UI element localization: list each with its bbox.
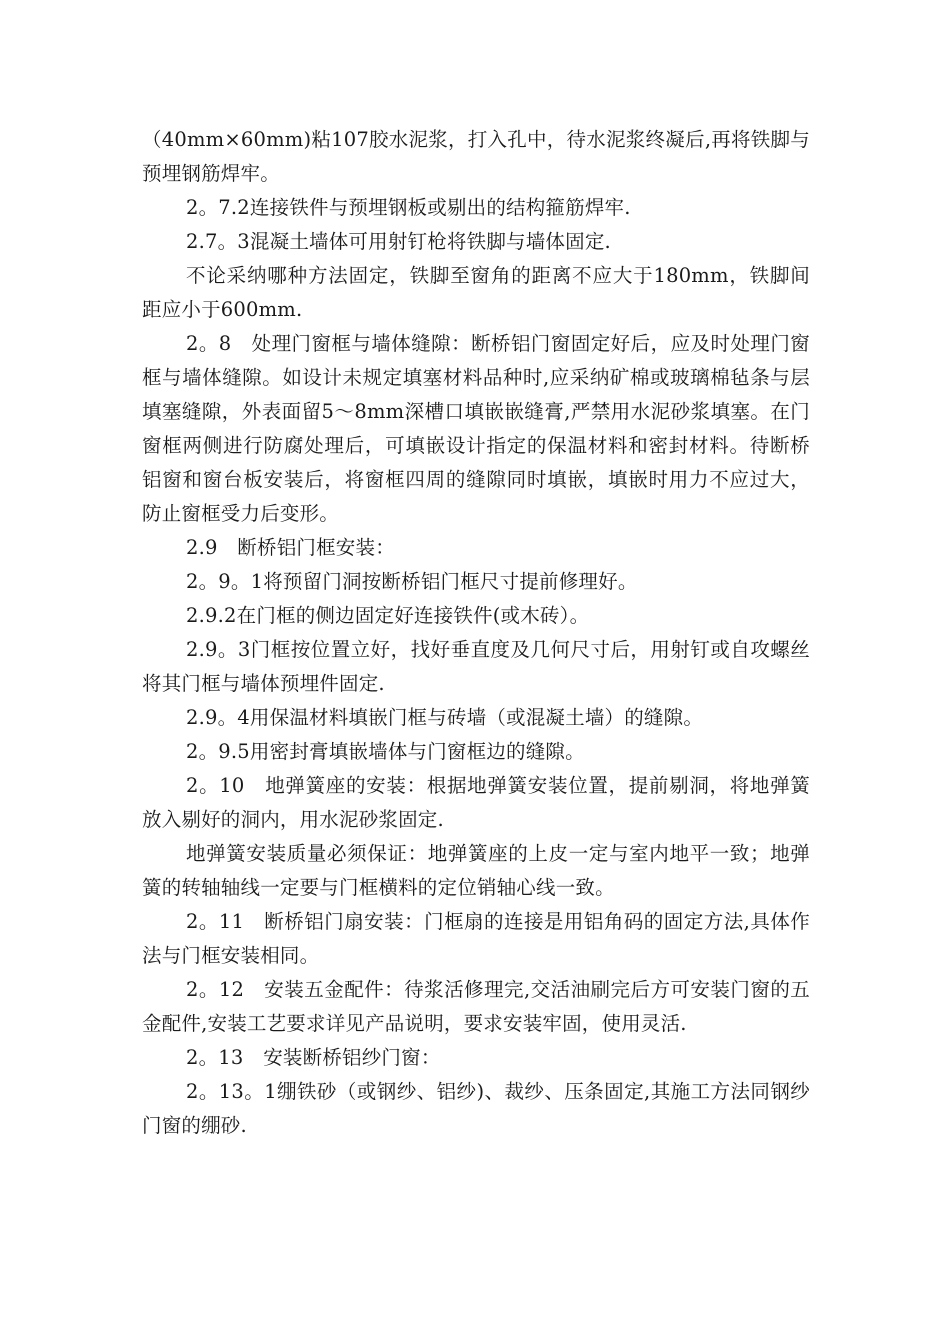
paragraph-7: 2。9。1将预留门洞按断桥铝门框尺寸提前修理好。 [186, 570, 638, 593]
document-body [142, 123, 810, 1143]
paragraph-6: 2.9 断桥铝门框安装： [186, 536, 395, 559]
paragraph-8: 2.9.2在门框的侧边固定好连接铁件(或木砖）。 [186, 604, 590, 627]
paragraph-13: 地弹簧安装质量必须保证：地弹簧座的上皮一定与室内地平一致；地弹簧的转轴轴线一定要与门框横料的定位销轴心线一致。 [142, 842, 810, 899]
paragraph-5: 2。8 处理门窗框与墙体缝隙：断桥铝门窗固定好后，应及时处理门窗框与墙体缝隙。如设计未规定填塞材料品种时,应采纳矿棉或玻璃棉毡条与层填塞缝隙，外表面留5～8mm深槽口填嵌嵌缝膏,严禁用水泥砂浆填塞。在门窗框两侧进行防腐处理后，可填嵌设计指定的保温材料和密封材料。待断桥铝窗和窗台板安装后，将窗框四周的缝隙同时填嵌，填嵌时用力不应过大，防止窗框受力后变形。 [142, 332, 810, 525]
paragraph-11: 2。9.5用密封膏填嵌墙体与门窗框边的缝隙。 [186, 740, 585, 763]
paragraph-4: 不论采纳哪种方法固定，铁脚至窗角的距离不应大于180mm，铁脚间距应小于600mm. [142, 264, 810, 321]
paragraph-10: 2.9。4用保温材料填嵌门框与砖墙（或混凝土墙）的缝隙。 [186, 706, 704, 729]
paragraph-3: 2.7。3混凝土墙体可用射钉枪将铁脚与墙体固定. [186, 230, 611, 253]
paragraph-9: 2.9。3门框按位置立好，找好垂直度及几何尺寸后，用射钉或自攻螺丝将其门框与墙体预埋件固定. [142, 638, 810, 695]
paragraph-15: 2。12 安装五金配件：待浆活修理完,交活油刷完后方可安装门窗的五金配件,安装工艺要求详见产品说明，要求安装牢固，使用灵活. [142, 978, 810, 1035]
paragraph-12: 2。10 地弹簧座的安装：根据地弹簧安装位置，提前剔洞，将地弹簧放入剔好的洞内，用水泥砂浆固定. [142, 774, 810, 831]
paragraph-2: 2。7.2连接铁件与预埋钢板或剔出的结构箍筋焊牢. [186, 196, 631, 219]
paragraph-1: （40mm×60mm)粘107胶水泥浆，打入孔中，待水泥浆终凝后,再将铁脚与预埋钢筋焊牢。 [142, 128, 810, 185]
paragraph-17: 2。13。1绷铁砂（或钢纱、铝纱)、裁纱、压条固定,其施工方法同钢纱门窗的绷砂. [142, 1080, 810, 1137]
paragraph-14: 2。11 断桥铝门扇安装：门框扇的连接是用铝角码的固定方法,具体作法与门框安装相同。 [142, 910, 810, 967]
paragraph-16: 2。13 安装断桥铝纱门窗： [186, 1046, 441, 1069]
